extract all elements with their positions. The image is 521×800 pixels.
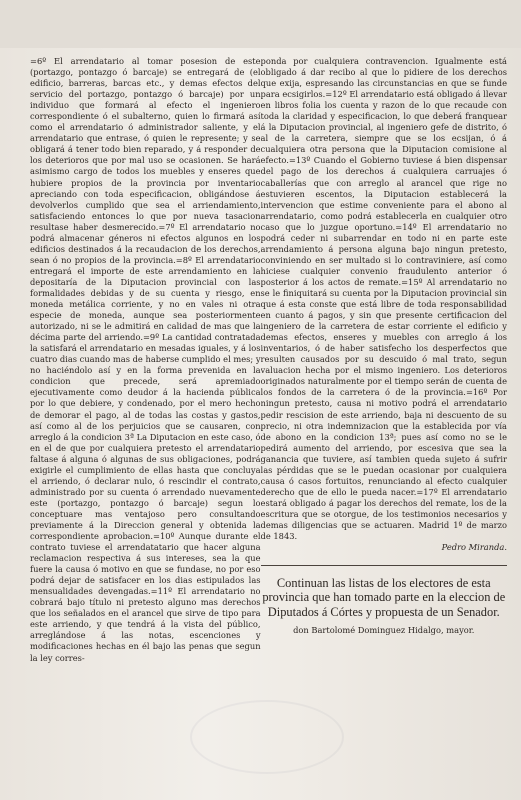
page-top-margin	[0, 0, 521, 48]
elector-name: don Bartolomé Dominguez Hidalgo, mayor.	[293, 624, 475, 635]
left-column-text: =6º El arrendatario al tomar posesion de este (portazgo, pontazgo ó barcaje) se entregará de (el edificio, barreras, barcas etc., y demas efectos del servicio del portazgo, pontazgo ó barcaje) por un individuo que formará al efecto el ingeniero correspondiente ó el subalterno, quien lo firmará así como el arrendatario ó administrador saliente, y el arrendatario que entrase, ó quien le represente; y se obligará á tener todo bien reparado, y á responder de los deterioros que por mal uso se ocasionen. Se hará asimismo cargo de todos los muebles y enseres que hubiere propios de la provincia por inventario apreciando con toda especificacion, obligándose á devolverlos cumplido que sea el arriendamiento, satisfaciendo entonces lo que por nueva tasacion resultase haber desmerecido.=7º El arrendatario no podrá almacenar géneros ni efectos algunos en los edificios destinados á la recaudacion de los derechos, sean ó no propios de la provincia.=8º El arrendatario entregará el importe de este arrendamiento en la depositaría de la Diputacion provincial con las formalidades debidas y de su cuenta y riesgo, en moneda metálica corriente, y no en vales ni otra especie de moneda, aunque sea posteriormente autorizado, ni se le admitirá en calidad de mas que la décima parte del arriendo.=9º La cantidad contratada la satisfará el arrendatario en mesadas iguales, y á los cuatro dias cuando mas de haberse cumplido el mes; y no haciéndolo así y en la forma prevenida en la condicion que precede, será apremiado ejecutivamente como deudor á la hacienda pública por lo que debiere, y condenado, por el mero hecho de demorar el pago, al de todas las costas y gastos, así como al de los perjuicios que se causaren, con arreglo á la condicion 3ª La Diputacion en este caso, ó en el de que por cualquiera pretesto el arrendatario faltase á alguna ó algunas de sus obligaciones, podrá exigirle el cumplimiento de ellas hasta que concluya el arriendo, ó declarar nulo, ó rescindir el contrato, administrado por su cuenta ó arrendado nuevamente este (portazgo, pontazgo ó barcaje) segun lo conceptuare mas ventajoso pero consultando previamente á la Direccion general y obtenida la correspondiente aprobacion.=10º Aunque durante el contrato tuviese el arrendatatario que hacer alguna reclamacion respectiva á sus intereses, sea la que fuere la causa ó motivo en que se fundase, no por eso podrá dejar de satisfacer en los dias estipulados las mensualidades devengadas.=11º El arrendatario no cobrará bajo título ni pretesto alguno mas derechos que los señalados en el arancel que sirve de tipo para este arriendo, y que tendrá á la vista del público, arreglándose á las notas, escenciones y modificaciones hechas en él bajo las penas que segun la ley corres-	[30, 56, 261, 663]
left-column	[12, 56, 261, 786]
signature: Pedro Miranda.	[441, 542, 507, 553]
right-column-text: ponda por cualquiera contravencion. Igualmente está obligado á dar recibo al que lo pidiere de los derechos que exija, espresando las circunstancias en que se funde para ecsigirlos.=12º El arrendatario está obligado á llevar en libros folia los cuenta y razon de lo que recaude con toda la claridad y especificacion, lo que deberá franquear á la Diputacion provincial, al ingeniero gefe de distrito, ó al de la carretera, siempre que se los ecsijan, ó á cualquiera otra persona que la Diputacion comisione al efecto.=13º Cuando el Gobierno tuviese á bien dispensar del pago de los derechos á cualquiera carruajes ó caballerías que con arreglo al arancel que rige no estuvieren escentos, la Diputacion establecerá la intervencion que estime conveniente para el abono al arrendatario, como podrá establecerla en cualquier otro caso que lo juzgue oportuno.=14º El arrendatario no podrá ceder ni subarrendar en todo ni en parte este arrendamiento á persona alguna bajo ningun pretesto, conviniendo en ser multado si lo contraviniere, así como hiciese cualquier convenio fraudulento anterior ó posterior á los actos de remate.=15º Al arrendatario no se le finiquitará su cuenta por la Diputacion provincial sin que á esta conste que está libre de toda responsabilidad en cuanto á pagos, y sin que presente certificacion del ingeniero de la carretera de estar corriente el edificio y demas efectos, enseres y muebles con arreglo á los inventarios, ó de haber satisfecho los desperfectos que resulten causados por su descuido ó mal trato, segun valuacion hecha por el mismo ingeniero. Los deterioros originados naturalmente por el tiempo serán de cuenta de los fondos de la carretera ó de la provincia.=16º Por ningun pretesto, causa ni motivo podrá el arrendatario pedir rescision de este arriendo, baja ni descuento de su precio, ni otra indemnizacion que la establecida por vía de abono en la condicion 13ª; pues así como no se le pedirá aumento del arriendo, por escesiva que sea la ganancia que tuviere, así tambien queda sujeto á sufrir las pérdidas que se le puedan ocasionar por cualquiera causa ó casos fortuitos, renunciando al efecto cualquier derecho que de ello le pueda nacer.=17º El arrendatario estará obligado á pagar los derechos del remate, los de la escritura que se otorgue, de los testimonios necesarios y demas diligencias que se actuaren. Madrid 1º de marzo de 1843.	[260, 56, 507, 542]
electors-notice	[261, 565, 507, 640]
text-columns	[12, 56, 509, 786]
notice-heading: Continuan las listas de los electores de esta provincia que han tomado parte en la eleccion de Diputados á Córtes y propuesta de un Senador.	[262, 576, 506, 619]
right-column	[261, 56, 509, 786]
